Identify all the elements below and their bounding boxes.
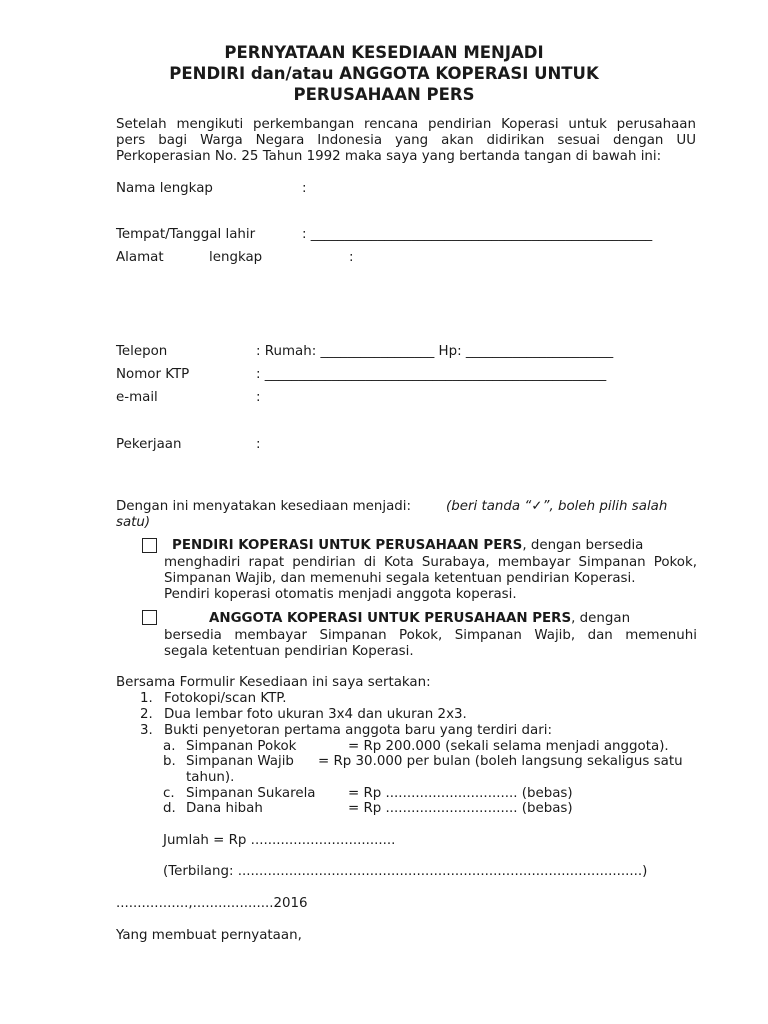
attachment-num-3: 3. bbox=[140, 723, 153, 738]
sub-letter-c: c. bbox=[163, 786, 175, 801]
pendiri-line-2: menghadiri rapat pendirian di Kota Surabaya, membayar Simpanan Pokok, bbox=[164, 555, 697, 570]
telepon-field[interactable]: : Rumah: _________________ Hp: ______________________ bbox=[256, 344, 614, 359]
telepon-label: Telepon bbox=[116, 344, 168, 359]
statement-text: Dengan ini menyatakan kesediaan menjadi: bbox=[116, 499, 412, 514]
title-line-3: PERUSAHAAN PERS bbox=[293, 85, 475, 104]
email-field[interactable]: : bbox=[256, 390, 261, 405]
pendiri-checkbox[interactable] bbox=[142, 538, 157, 553]
ttl-label: Tempat/Tanggal lahir bbox=[116, 227, 256, 242]
anggota-title-rest: , dengan bbox=[571, 611, 631, 626]
attachment-num-1: 1. bbox=[140, 691, 153, 706]
sub-value-d: = Rp ............................... (bebas) bbox=[348, 801, 573, 816]
statement-note-cont: satu) bbox=[116, 515, 151, 530]
intro-line-3: Perkoperasian No. 25 Tahun 1992 maka saya yang bertanda tangan di bawah ini: bbox=[116, 149, 662, 164]
sub-value-b-cont: tahun). bbox=[186, 770, 235, 785]
pendiri-title-rest: , dengan bersedia bbox=[522, 538, 644, 553]
pendiri-line-4: Pendiri koperasi otomatis menjadi anggota koperasi. bbox=[164, 587, 517, 602]
pendiri-title: PENDIRI KOPERASI UNTUK PERUSAHAAN PERS bbox=[172, 538, 523, 553]
sub-value-a: = Rp 200.000 (sekali selama menjadi anggota). bbox=[348, 739, 669, 754]
sub-label-c: Simpanan Sukarela bbox=[186, 786, 316, 801]
anggota-title: ANGGOTA KOPERASI UNTUK PERUSAHAAN PERS bbox=[209, 611, 572, 626]
sub-letter-b: b. bbox=[163, 754, 176, 769]
pendiri-option bbox=[172, 538, 643, 553]
pekerjaan-field[interactable]: : bbox=[256, 437, 261, 452]
anggota-checkbox[interactable] bbox=[142, 610, 157, 625]
pendiri-line-3: Simpanan Wajib, dan memenuhi segala ketentuan pendirian Koperasi. bbox=[164, 571, 636, 586]
sub-letter-d: d. bbox=[163, 801, 176, 816]
attachment-item-3: Bukti penyetoran pertama anggota baru yang terdiri dari: bbox=[164, 723, 552, 738]
ktp-field[interactable]: : ___________________________________________________ bbox=[256, 367, 607, 382]
sub-label-d: Dana hibah bbox=[186, 801, 263, 816]
alamat-label: Alamat bbox=[116, 250, 164, 265]
attachment-item-1: Fotokopi/scan KTP. bbox=[164, 691, 287, 706]
alamat-label-2: lengkap bbox=[209, 250, 263, 265]
attachment-num-2: 2. bbox=[140, 707, 153, 722]
anggota-option bbox=[209, 611, 630, 626]
nama-label: Nama lengkap bbox=[116, 181, 213, 196]
intro-line-1: Setelah mengikuti perkembangan rencana pendirian Koperasi untuk perusahaan bbox=[116, 117, 696, 132]
nama-field[interactable]: : bbox=[302, 181, 307, 196]
ktp-label: Nomor KTP bbox=[116, 367, 190, 382]
alamat-field[interactable]: : bbox=[349, 250, 354, 265]
anggota-line-3: segala ketentuan pendirian Koperasi. bbox=[164, 644, 414, 659]
terbilang-field[interactable]: (Terbilang: ...............................................................................................) bbox=[163, 864, 648, 879]
sub-value-c: = Rp ............................... (bebas) bbox=[348, 786, 573, 801]
jumlah-field[interactable]: Jumlah = Rp .................................. bbox=[163, 833, 396, 848]
anggota-line-2: bersedia membayar Simpanan Pokok, Simpanan Wajib, dan memenuhi bbox=[164, 628, 697, 643]
sub-letter-a: a. bbox=[163, 739, 176, 754]
sub-value-b: = Rp 30.000 per bulan (boleh langsung sekaligus satu bbox=[318, 754, 683, 769]
sub-label-b: Simpanan Wajib bbox=[186, 754, 294, 769]
attachment-item-2: Dua lembar foto ukuran 3x4 dan ukuran 2x3. bbox=[164, 707, 467, 722]
sub-label-a: Simpanan Pokok bbox=[186, 739, 297, 754]
ttl-field[interactable]: : ___________________________________________________ bbox=[302, 227, 653, 242]
signature-label: Yang membuat pernyataan, bbox=[116, 928, 302, 943]
email-label: e-mail bbox=[116, 390, 158, 405]
statement-note: (beri tanda “✓”, boleh pilih salah bbox=[446, 499, 668, 514]
attachments-heading: Bersama Formulir Kesediaan ini saya sertakan: bbox=[116, 675, 431, 690]
title-line-2: PENDIRI dan/atau ANGGOTA KOPERASI UNTUK bbox=[169, 64, 599, 83]
pekerjaan-label: Pekerjaan bbox=[116, 437, 182, 452]
date-field[interactable]: .................,...................2016 bbox=[116, 896, 308, 911]
title-line-1: PERNYATAAN KESEDIAAN MENJADI bbox=[224, 43, 544, 62]
intro-line-2: pers bagi Warga Negara Indonesia yang akan didirikan sesuai dengan UU bbox=[116, 133, 696, 148]
